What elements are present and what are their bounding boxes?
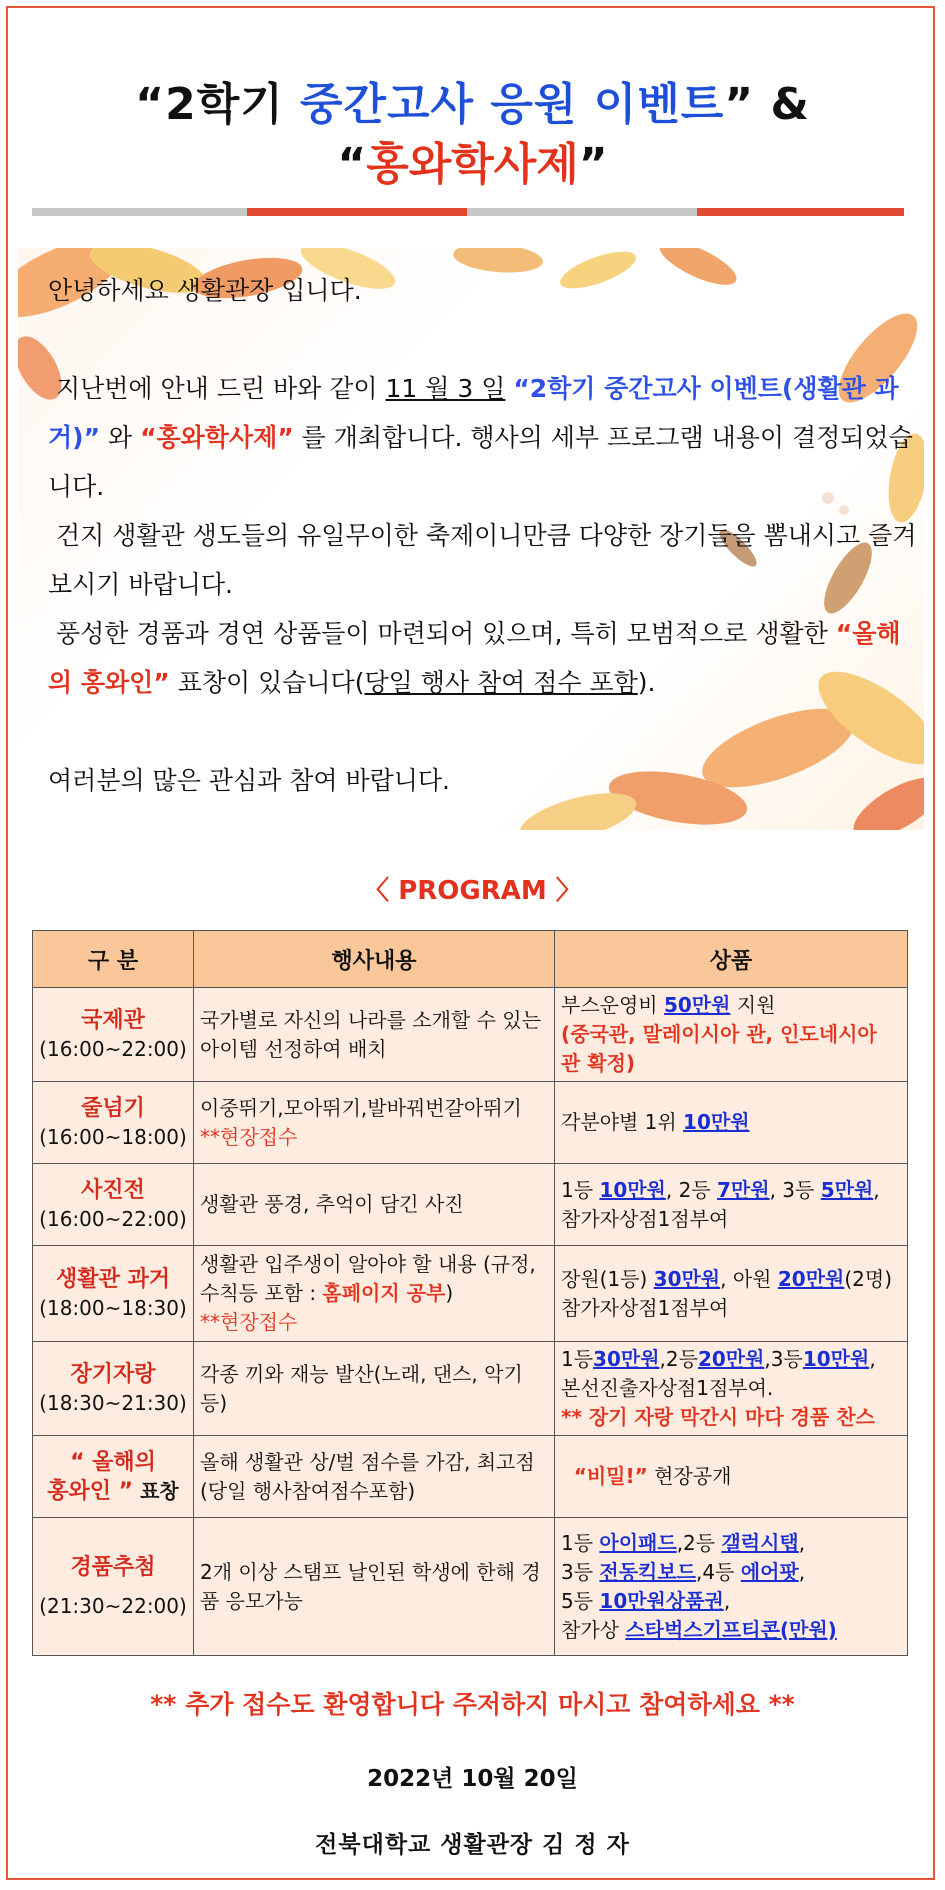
intro-closing: 여러분의 많은 관심과 참여 바랍니다.	[48, 766, 450, 795]
program-table	[32, 930, 908, 1656]
title-highlight-blue: 중간고사 응원 이벤트	[300, 79, 725, 130]
row-category: 장기자랑 (18:30~21:30)	[33, 1342, 194, 1436]
row-content: 생활관 풍경, 추억이 담긴 사진	[194, 1164, 555, 1246]
intro-paragraph: 풍성한 경품과 경연 상품들이 마련되어 있으며, 특히 모범적으로 생활한 “올해의 홍와인” 표창이 있습니다(당일 행사 참여 점수 포함).	[48, 619, 901, 697]
divider-segment	[32, 208, 247, 216]
row-category: “ 올해의 홍와인 ” 표창	[33, 1436, 194, 1518]
event-date: 11 월 3 일	[385, 374, 506, 403]
divider-bars	[32, 208, 904, 216]
title-part: “2학기	[135, 79, 301, 130]
row-prize: “비밀!” 현장공개	[555, 1436, 908, 1518]
row-content: 2개 이상 스탬프 날인된 학생에 한해 경품 응모가능	[194, 1518, 555, 1656]
intro-greeting: 안녕하세요 생활관장 입니다.	[48, 276, 362, 305]
main-title-line2	[0, 128, 945, 192]
row-content: 이중뛰기,모아뛰기,발바꿔번갈아뛰기 **현장접수	[194, 1082, 555, 1164]
title-part: “	[337, 139, 367, 190]
main-title-line1	[0, 68, 945, 132]
row-content: 올해 생활관 상/벌 점수를 가감, 최고점(당일 행사참여점수포함)	[194, 1436, 555, 1518]
row-category: 생활관 과거 (18:00~18:30)	[33, 1246, 194, 1342]
award-highlight: “올해의 홍와인”	[48, 619, 901, 697]
intro-paragraph: 건지 생활관 생도들의 유일무이한 축제이니만큼 다양한 장기들을 뽐내시고 즐겨보시기 바랍니다.	[48, 521, 917, 599]
intro-paragraph: 지난번에 안내 드린 바와 같이 11 월 3 일 “2학기 중간고사 이벤트(생활관 과거)” 와 “홍와학사제” 를 개최합니다. 행사의 세부 프로그램 내용이 결정되었습니다.	[48, 374, 913, 501]
header-category: 구 분	[33, 931, 194, 988]
table-row	[33, 1082, 908, 1164]
table-row	[33, 1436, 908, 1518]
table-row	[33, 1518, 908, 1656]
divider-segment	[697, 208, 904, 216]
title-part: ” &	[724, 79, 810, 130]
table-row	[33, 1342, 908, 1436]
title-highlight-red: 홍와학사제	[366, 139, 579, 190]
row-category: 사진전 (16:00~22:00)	[33, 1164, 194, 1246]
row-category: 경품추첨 (21:30~22:00)	[33, 1518, 194, 1656]
row-prize: 1등 10만원, 2등 7만원, 3등 5만원, 참가자상점1점부여	[555, 1164, 908, 1246]
divider-segment	[467, 208, 697, 216]
signature: 전북대학교 생활관장 김 정 자	[315, 1832, 630, 1858]
notice-date: 2022년 10월 20일	[367, 1766, 578, 1792]
program-title: 〈 PROGRAM 〉	[363, 876, 582, 906]
row-prize: 1등30만원,2등20만원,3등10만원, 본선진출자상점1점부여. ** 장기 자랑 막간시 마다 경품 찬스	[555, 1342, 908, 1436]
intro-text	[48, 266, 918, 805]
footer-note: ** 추가 접수도 환영합니다 주저하지 마시고 참여하세요 **	[150, 1690, 795, 1719]
row-content: 각종 끼와 재능 발산(노래, 댄스, 악기 등)	[194, 1342, 555, 1436]
header-prize: 상품	[555, 931, 908, 988]
award-note: 당일 행사 참여 점수 포함	[364, 668, 638, 697]
title-part: ”	[578, 139, 608, 190]
event-name-highlight: “2학기 중간고사 이벤트(생활관 과거)”	[48, 374, 899, 452]
row-content: 생활관 입주생이 알아야 할 내용 (규정, 수칙등 포함 : 홈페이지 공부) **현장접수	[194, 1246, 555, 1342]
table-row	[33, 1246, 908, 1342]
festival-name-highlight: “홍와학사제”	[140, 423, 294, 452]
intro-section	[18, 248, 924, 830]
header-content: 행사내용	[194, 931, 555, 988]
row-prize: 부스운영비 50만원 지원 (중국관, 말레이시아 관, 인도네시아 관 확정)	[555, 988, 908, 1082]
row-prize: 각분야별 1위 10만원	[555, 1082, 908, 1164]
row-content: 국가별로 자신의 나라를 소개할 수 있는 아이템 선정하여 배치	[194, 988, 555, 1082]
row-prize: 장원(1등) 30만원, 아원 20만원(2명) 참가자상점1점부여	[555, 1246, 908, 1342]
table-row	[33, 988, 908, 1082]
table-header-row	[33, 931, 908, 988]
divider-segment	[247, 208, 467, 216]
table-row	[33, 1164, 908, 1246]
row-category: 줄넘기 (16:00~18:00)	[33, 1082, 194, 1164]
row-prize: 1등 아이패드,2등 갤럭시탭, 3등 전동킥보드,4등 에어팟, 5등 10만원상품권, 참가상 스타벅스기프티콘(만원)	[555, 1518, 908, 1656]
row-category: 국제관 (16:00~22:00)	[33, 988, 194, 1082]
